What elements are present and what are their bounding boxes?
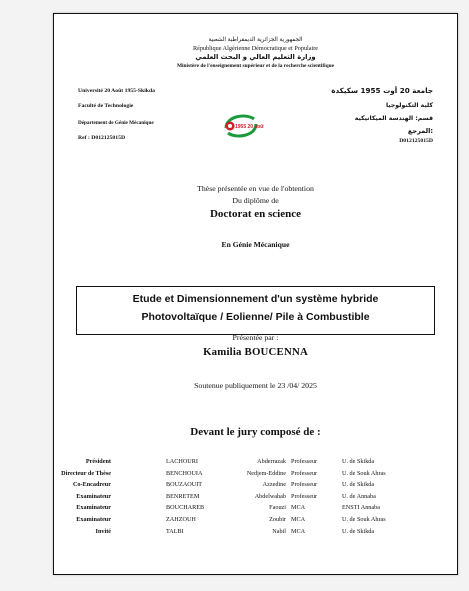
jury-role: Examinateur [76,492,111,500]
author-name: Kamilia BOUCENNA [203,346,308,358]
jury-institution: U. de Souk Ahras [342,469,386,477]
jury-institution: U. de Souk Ahras [342,516,386,523]
jury-last-name: LACHOURI [166,458,198,465]
presented-for: Thèse présentée en vue de l'obtention [197,184,314,193]
university-ar: جامعة 20 أوت 1955 سكيكدة [331,86,433,95]
jury-first-name: Nabil [272,527,286,535]
jury-grade: Professeur [291,469,318,477]
jury-last-name: BENRETEM [166,492,200,500]
jury-row [54,516,457,527]
jury-role: Directeur de Thèse [61,469,111,477]
jury-grade: MCA [291,516,306,523]
faculty-ar: كلية التكنولوجيا [385,102,433,109]
jury-role: Co-Encadreur [72,481,111,489]
jury-last-name: BOUZAOUIT [166,481,203,489]
document-page [53,13,458,575]
jury-institution: ENSTI Annaba [342,504,380,512]
jury-row [54,504,457,515]
header-arabic-line1: الجمهورية الجزائرية الديمقراطية الشعبية [208,37,303,43]
svg-text:1955 20 août: 1955 20 août [235,124,264,130]
header-french-line1: République Algérienne Démocratique et Populaire [192,45,319,52]
jury-first-name: Faouzi [269,504,286,512]
thesis-title-line2: Photovoltaïque / Eolienne/ Pile à Combustible [141,311,370,323]
specialty: En Génie Mécanique [221,240,290,249]
jury-first-name: Azzedine [262,481,286,489]
thesis-title-line1: Etude et Dimensionnement d'un système hybride [132,293,379,305]
jury-heading: Devant le jury composé de : [190,426,321,438]
jury-last-name: ZAHZOUH [166,516,196,523]
ref-fr: Ref : D012125015D [78,135,126,141]
jury-grade: Professeur [291,492,318,500]
degree: Doctorat en science [209,208,302,220]
jury-first-name: Abdelwahab [254,492,286,500]
jury-grade: Professeur [291,481,318,489]
ref-label-ar: المرجع: [407,127,433,135]
university-fr: Université 20 Août 1955-Skikda [78,88,155,94]
header-arabic-line2: وزارة التعليم العالي و البحث العلمي [195,53,316,61]
department-ar: قسم: الهندسة الميكانيكية [354,115,433,122]
jury-first-name: Nedjem-Eddine [246,469,286,477]
jury-row [54,470,457,481]
jury-grade: MCA [291,504,306,512]
thesis-title-box [76,286,435,335]
jury-role: Examinateur [76,516,111,523]
jury-first-name: Zoubir [269,516,286,523]
presented-by: Présentée par : [232,333,279,342]
jury-row [54,481,457,492]
jury-last-name: TALBI [166,527,184,535]
diploma-of: Du diplôme de [232,196,279,205]
defense-date: Soutenue publiquement le 23 /04/ 2025 [194,381,317,390]
jury-last-name: BENCHOUIA [166,469,203,477]
jury-last-name: BOUCHAREB [166,504,205,512]
jury-row [54,528,457,539]
jury-institution: U. de Annaba [342,492,376,500]
jury-institution: U. de Skikda [342,481,375,489]
university-logo-icon [220,110,264,142]
faculty-fr: Faculté de Technologie [78,103,134,109]
jury-row [54,493,457,504]
jury-grade: Professeur [291,458,318,465]
jury-grade: MCA [291,527,306,535]
jury-role: Président [85,458,111,465]
jury-institution: U. de Skikda [342,458,375,465]
jury-first-name: Abderrazak [257,458,286,465]
jury-role: Invité [95,527,111,535]
jury-institution: U. de Skikda [342,527,375,535]
jury-row [54,458,457,469]
ref-code: D012125015D [399,138,433,144]
jury-role: Examinateur [76,504,111,512]
department-fr: Département de Génie Mécanique [78,120,154,126]
header-french-line2: Ministère de l'enseignement supérieur et de la recherche scientifique [176,63,335,69]
